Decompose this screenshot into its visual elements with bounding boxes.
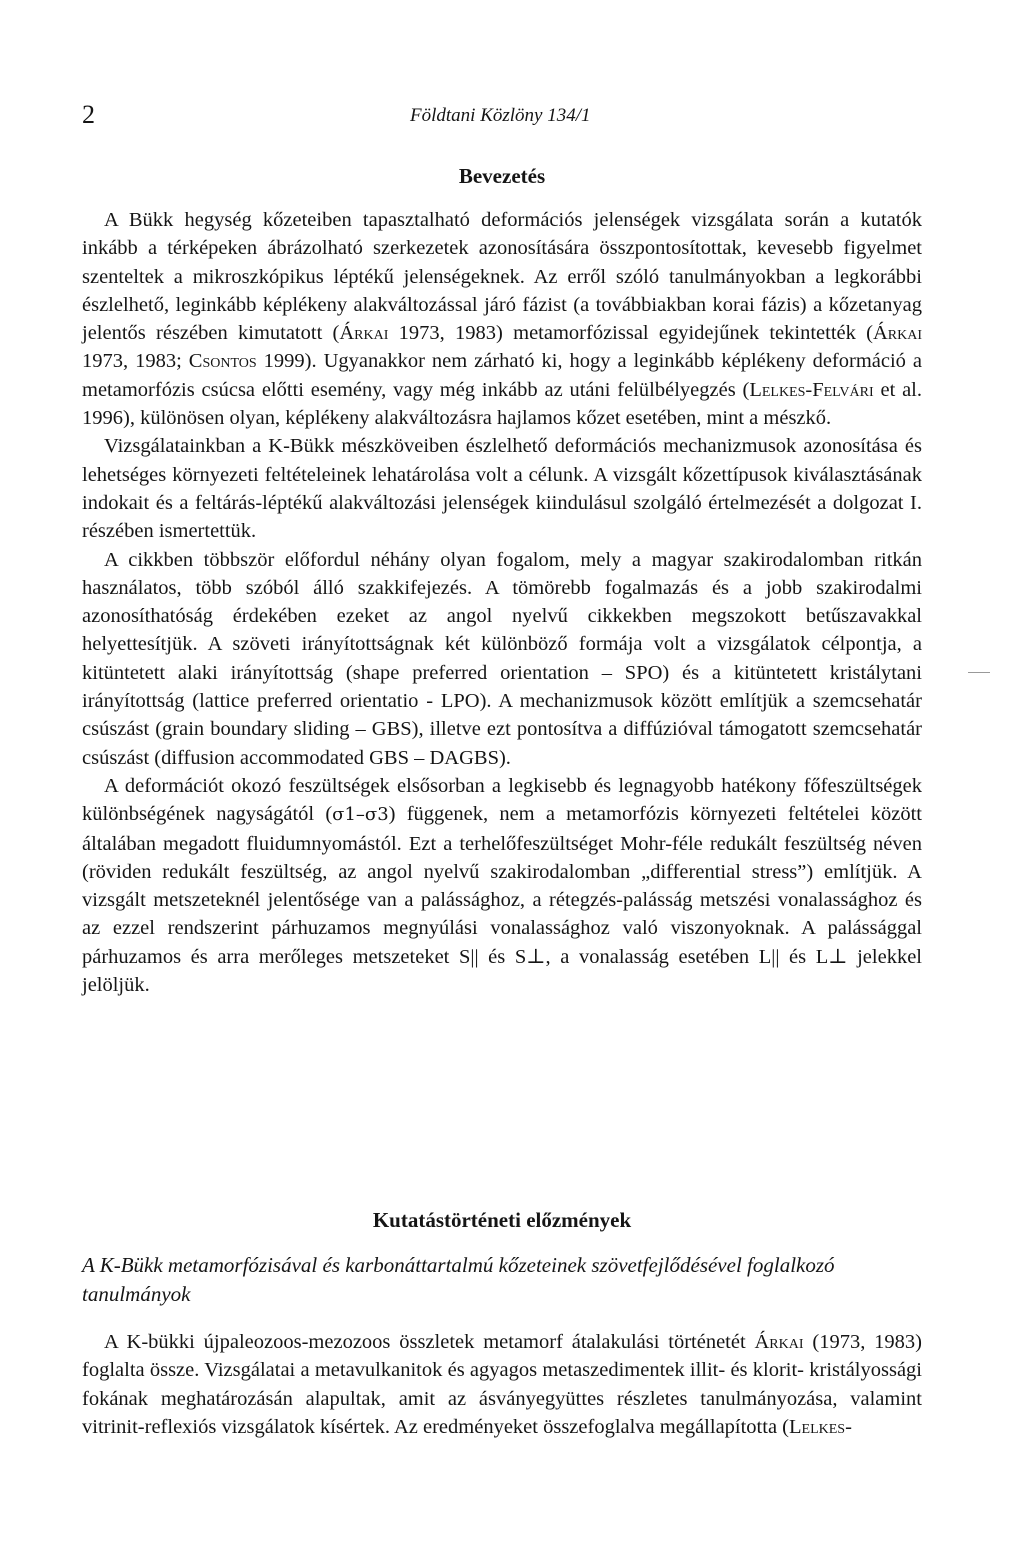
paragraph: A deformációt okozó feszültségek elsősorban a legkisebb és legnagyobb hatékony főfeszültségek különbségének nagyságától (σ1–σ3) függenek, nem a metamorfózis környezeti feltételei között általában megadott fluidumnyomástól. Ezt a terhelőfeszültséget Mohr-féle redukált feszültség néven (röviden redukált feszültség, az angol nyelvű szakirodalomban „differential stress”) említjük. A vizsgált metszeteknél jelentősége van a palássághoz, a rétegzés-palásság metszési vonalassághoz és az ezzel rendszerint párhuzamos megnyúlási vonalassághoz való viszonyoknak. A palássággal párhuzamos és arra merőleges metszeteket S|| és S⊥, a vonalasság esetében L|| és L⊥ jelekkel jelöljük. <box>82 774 922 997</box>
section-body-bevezetes <box>82 206 922 999</box>
author-citation: Árkai <box>872 322 922 345</box>
section-symbol-l-parallel: L|| <box>758 945 780 968</box>
page-number: 2 <box>82 100 95 129</box>
subsection-title: A K-Bükk metamorfózisával és karbonáttartalmú kőzeteinek szövetfejlődésével foglalkozó tanulmányok <box>82 1253 835 1306</box>
section-title-bevezetes: Bevezetés <box>458 164 546 188</box>
section-symbol-s-perpendicular: S⊥ <box>514 945 546 968</box>
paragraph: A Bükk hegység kőzeteiben tapasztalható deformációs jelenségek vizsgálata során a kutatók inkább a térképeken ábrázolható szerkezetek azonosítására összpontosítottak, kevesebb figyelmet szenteltek a mikroszkópikus léptékű jelenségeknek. Az erről szóló tanulmányokban a legkorábbi észlelhető, leginkább képlékeny alakváltozással járó fázist (a továbbiakban korai fázis) a kőzetanyag jelentős részében kimutatott (Árkai 1973, 1983) metamorfózissal egyidejűnek tekintették (Árkai 1973, 1983; Csontos 1999). Ugyanakkor nem zárható ki, hogy a leginkább képlékeny deformáció a metamorfózis csúcsa előtti esemény, vagy még inkább az utáni felülbélyegzés (Lelkes-Felvári et al. 1996), különösen olyan, képlékeny alakváltozásra hajlamos kőzet esetében, mint a mészkő. <box>82 209 922 430</box>
author-citation: Árkai <box>754 1331 804 1353</box>
section-title-kutatastorteneti: Kutatástörténeti előzmények <box>372 1208 632 1232</box>
section-body-kutatastorteneti <box>82 1328 922 1441</box>
section-symbol-l-perpendicular: L⊥ <box>815 945 848 968</box>
author-citation: Lelkes- <box>789 1415 852 1438</box>
margin-mark <box>968 672 990 673</box>
stress-symbol: σ1–σ3 <box>332 804 389 826</box>
journal-title: Földtani Közlöny 134/1 <box>410 105 591 126</box>
section-symbol-s-parallel: S|| <box>458 945 479 968</box>
author-citation: Lelkes-Felvári <box>749 378 874 401</box>
author-citation: Árkai <box>339 322 389 345</box>
paragraph: A cikkben többször előfordul néhány olyan fogalom, mely a magyar szakirodalomban ritkán használatos, több szóból álló szakkifejezés. A tömörebb fogalmazás és a jobb szakirodalmi azonosíthatóság érdekében ezeket az angol nyelvű cikkekben megszokott betűszavakkal helyettesítjük. A szöveti irányítottságnak két különböző formája volt a vizsgálatok célpontja, a kitüntetett alaki irányítottság (shape preferred orientation – SPO) és a kitüntetett kristálytani irányítottság (lattice preferred orientatio - LPO). A mechanizmusok között említjük a szemcsehatár csúszást (grain boundary sliding – GBS), illetve ezt pontosítva a diffúzióval támogatott szemcsehatár csúszást (diffusion accommodated GBS – DAGBS). <box>82 548 922 769</box>
paragraph: Vizsgálatainkban a K-Bükk mészköveiben észlelhető deformációs mechanizmusok azonosítása és lehetséges környezeti feltételeinek lehatárolása volt a célunk. A vizsgált kőzettípusok kiválasztásának indokait és a feltárás-léptékű alakváltozási jelenségek kiindulásul szolgáló értelmezését a dolgozat I. részében ismertettük. <box>82 435 922 543</box>
paragraph: A K-bükki újpaleozoos-mezozoos összletek metamorf átalakulási történetét Árkai (1973, 1983) foglalta össze. Vizsgálatai a metavulkanitok és agyagos metaszedimentek illit- és klorit- kristályossági fokának meghatározásán alapultak, amit az ásványegyüttes részletes tanulmányozása, valamint vitrinit-reflexiós vizsgálatok kísértek. Az eredményeket összefoglalva megállapította (Lelkes- <box>82 1331 922 1438</box>
running-header <box>82 100 922 134</box>
author-citation: Csontos <box>188 350 257 373</box>
